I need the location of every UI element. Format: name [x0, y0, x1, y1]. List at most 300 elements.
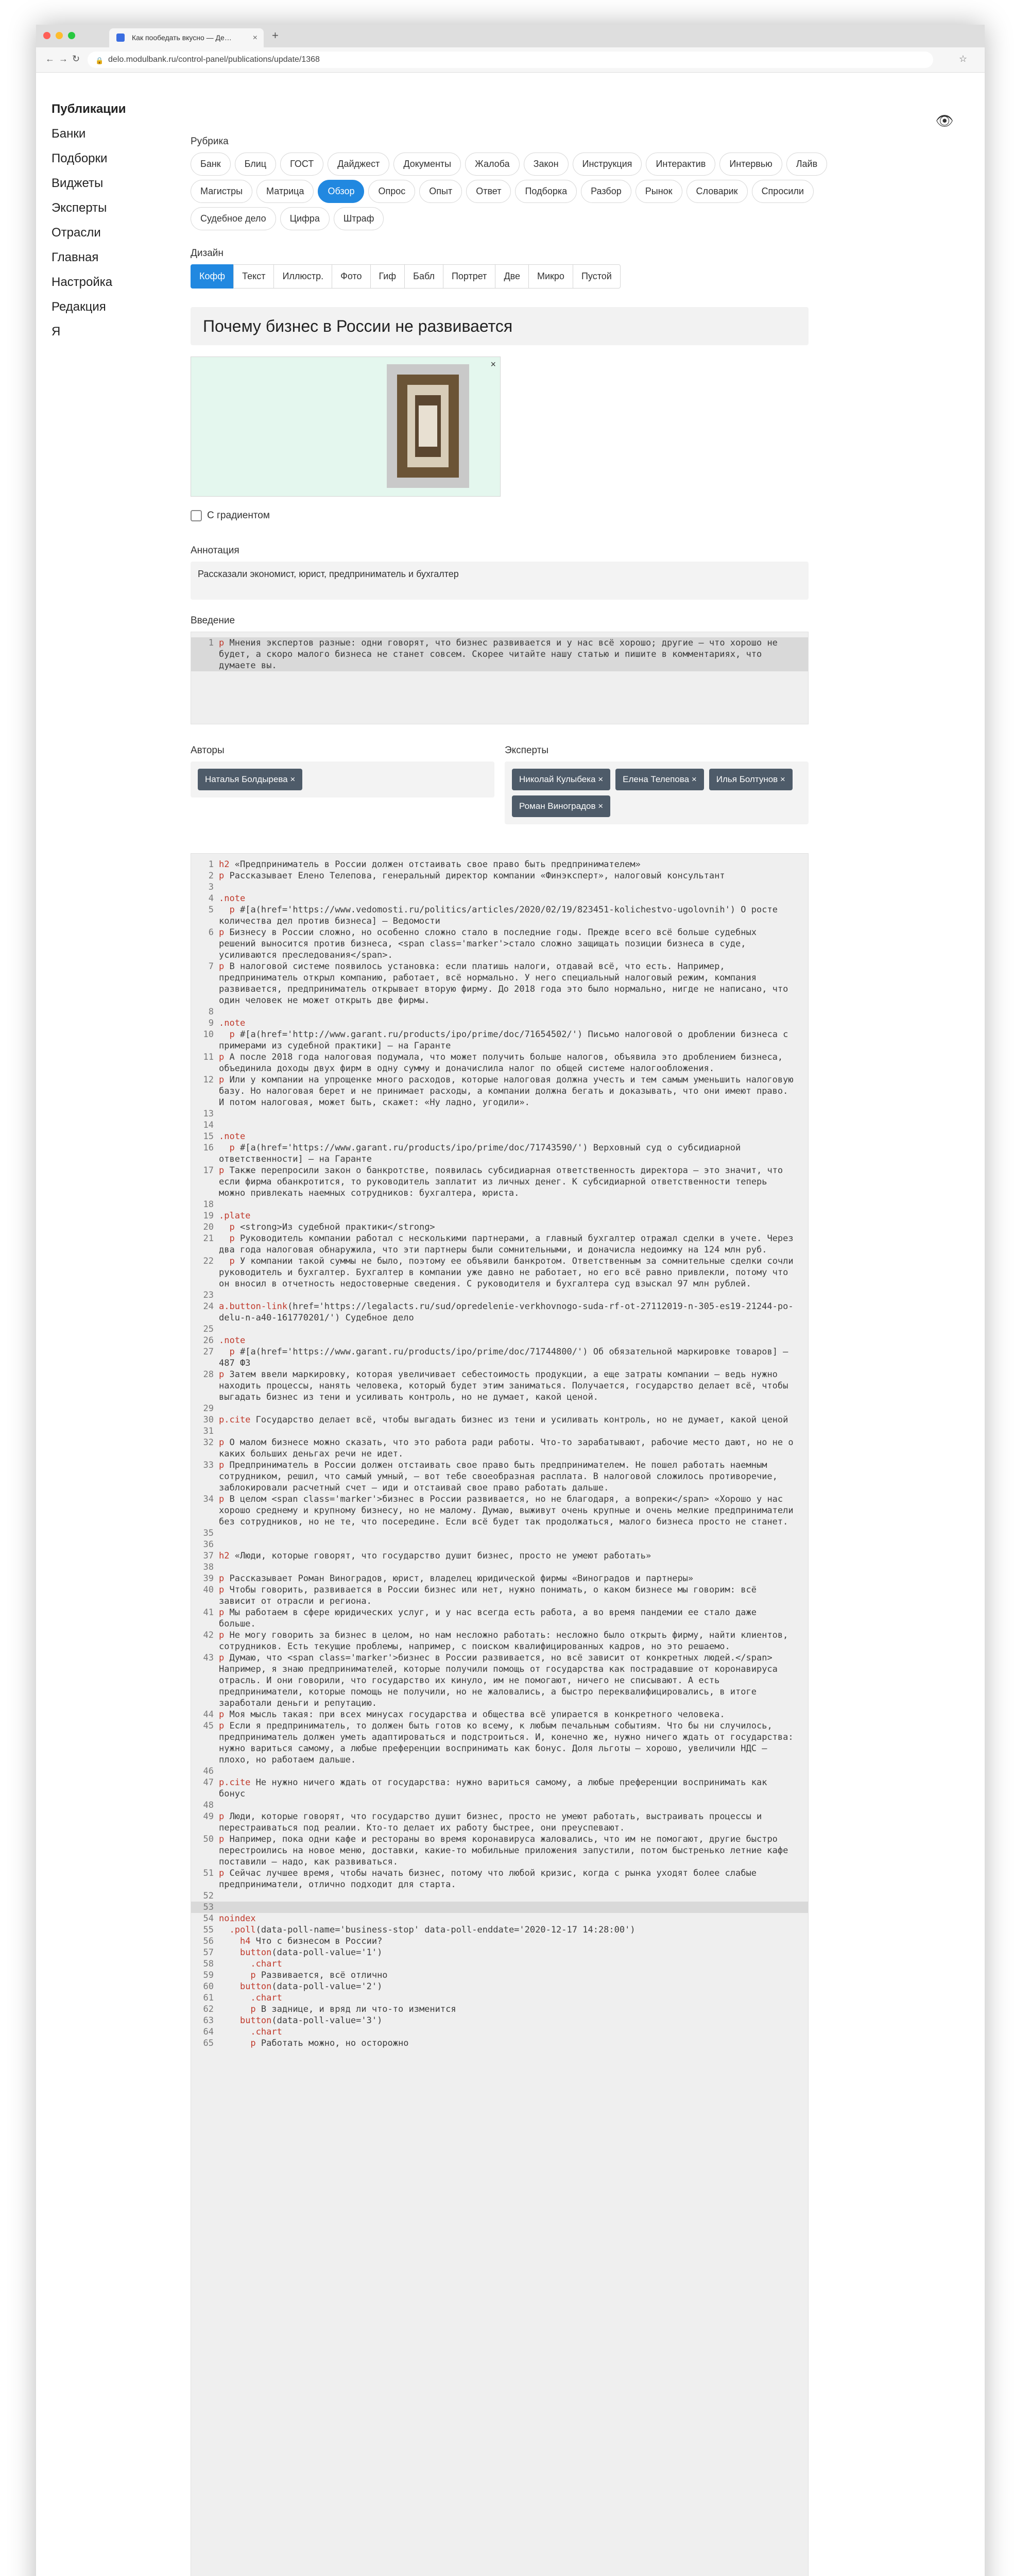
- code-text: p А после 2018 года налоговая подумала, что может получить больше налогов, объявила это дроблением бизнеса, объединила доходы двух фирм в одну сумму и доначислила налог по общей системе налогообложения.: [219, 1052, 788, 1074]
- intro-editor[interactable]: [191, 632, 809, 724]
- design-label: Дизайн: [191, 248, 224, 259]
- code-text: p Не могу говорить за бизнес в целом, но нам несложно работать: несложно было открыть фирму, найти клиентов, сотрудников. Есть текущие проблемы, например, с поиском квалифицированных кадров, но это решаемо.: [219, 1630, 794, 1652]
- line-number: 53: [203, 1902, 214, 1912]
- code-text: p #[a(href='https://www.garant.ru/products/ipo/prime/doc/71744800/') Об обязательной маркировке товаров] — 487 ФЗ: [219, 1347, 794, 1368]
- intro-label: Введение: [191, 615, 235, 626]
- code-line: [191, 1006, 808, 1018]
- line-number: 19: [203, 1211, 214, 1221]
- rubric-pill[interactable]: Банк: [191, 152, 231, 176]
- code-line: [191, 893, 808, 904]
- rubric-pill[interactable]: Цифра: [280, 207, 330, 230]
- design-option[interactable]: Две: [495, 264, 529, 289]
- design-option[interactable]: Портрет: [443, 264, 495, 289]
- favicon-icon: [116, 33, 125, 42]
- code-keyword: p: [219, 1709, 225, 1720]
- code-text: [219, 1913, 808, 1924]
- experts-remove-icon[interactable]: ×: [778, 774, 785, 784]
- code-keyword: h2: [219, 859, 230, 870]
- line-number: 64: [203, 2027, 214, 2037]
- line-number: 33: [203, 1460, 214, 1470]
- url-input[interactable]: [88, 52, 933, 68]
- sidebar-item[interactable]: Редакция: [52, 300, 106, 314]
- code-line: [191, 927, 808, 961]
- design-option[interactable]: Фото: [332, 264, 370, 289]
- code-text: p Затем ввели маркировку, которая увеличивает себестоимость продукции, а еще затраты компании — ведь нужно находить процессы, нанять человека, который будет этим заниматься. Получается, государство делает всё, чтобы выгадать бизнес из тени и усиливать контроль, но не думает, какой ценой.: [219, 1369, 794, 1402]
- code-line: [191, 882, 808, 893]
- line-number: 27: [203, 1347, 214, 1357]
- line-number: 57: [203, 1947, 214, 1958]
- annotation-textarea[interactable]: Рассказали экономист, юрист, предприниматель и бухгалтер: [191, 562, 809, 600]
- code-line: [191, 1256, 808, 1290]
- code-keyword: p: [219, 1437, 225, 1448]
- code-keyword: p: [219, 1494, 225, 1504]
- code-line: [191, 1924, 808, 1936]
- design-option[interactable]: Кофф: [191, 264, 234, 289]
- code-keyword: p: [219, 1052, 225, 1062]
- line-number: 39: [203, 1573, 214, 1584]
- code-keyword: p: [219, 1630, 225, 1640]
- code-keyword: p: [229, 1347, 235, 1357]
- line-number: 62: [203, 2004, 214, 2014]
- reload-icon[interactable]: ↻: [72, 54, 80, 64]
- code-text: p #[a(href='https://www.vedomosti.ru/politics/articles/2020/02/19/823451-kolichestvo-ugolovnih') О росте количества дел против бизнеса] — Ведомости: [219, 905, 783, 926]
- authors-select[interactable]: [191, 761, 494, 798]
- code-keyword: p: [219, 927, 225, 938]
- rubric-pill[interactable]: Судебное дело: [191, 207, 276, 230]
- code-line: [191, 1222, 808, 1233]
- code-keyword: a.button-link: [219, 1301, 288, 1312]
- sidebar-item[interactable]: Подборки: [52, 151, 108, 165]
- code-text: p В заднице, и вряд ли что-то изменится: [250, 2004, 456, 2014]
- experts-tag[interactable]: [615, 769, 704, 790]
- sidebar-item[interactable]: Я: [52, 325, 61, 338]
- line-number: 17: [203, 1165, 214, 1176]
- rubric-pill[interactable]: Спросили: [752, 180, 814, 203]
- code-text: [219, 1562, 808, 1573]
- code-text: p В целом <span class='marker'>бизнес в России развивается, но не благодаря, а вопреки</span> «Хорошо у нас хорошо среднему и крупному бизнесу, но не малому. Думаю, выживут очень крупные и очень мелкие предприниматели без сотрудников, но не те, что посередине. Если всё будет так продолжаться, малого бизнеса просто не станет.: [219, 1494, 799, 1527]
- rubric-pill[interactable]: Магистры: [191, 180, 252, 203]
- experts-tag[interactable]: [512, 769, 610, 790]
- sidebar-item[interactable]: Виджеты: [52, 176, 104, 190]
- sidebar-item[interactable]: Банки: [52, 127, 86, 141]
- line-number: 11: [203, 1052, 214, 1062]
- line-number: 6: [208, 927, 214, 938]
- code-text: p.cite Государство делает всё, чтобы выгадать бизнес из тени и усиливать контроль, но не думает, какой ценой: [219, 1415, 788, 1425]
- code-text: p Работать можно, но осторожно: [250, 2038, 409, 2048]
- code-keyword: h4: [239, 1936, 251, 1946]
- code-keyword: p: [229, 1143, 235, 1153]
- line-number: 54: [203, 1913, 214, 1924]
- code-text: [219, 2026, 808, 2038]
- line-number: 52: [203, 1891, 214, 1901]
- code-keyword: p: [229, 1256, 235, 1266]
- code-line: [191, 1913, 808, 1924]
- code-keyword: p: [219, 1834, 225, 1844]
- rubric-pill[interactable]: Дайджест: [328, 152, 389, 176]
- authors-tag-label: Наталья Болдырева: [205, 774, 288, 784]
- line-number: 12: [203, 1075, 214, 1085]
- line-number: 9: [208, 1018, 214, 1028]
- gradient-label: С градиентом: [207, 510, 270, 521]
- code-line: [191, 1981, 808, 1992]
- code-line: [191, 2015, 808, 2026]
- rubric-pill[interactable]: Штраф: [334, 207, 384, 230]
- sidebar-item[interactable]: Настройка: [52, 275, 113, 289]
- star-icon[interactable]: ☆: [958, 54, 974, 64]
- code-text: p Мы работаем в сфере юридических услуг, и у нас всегда есть работа, а во время пандемии ее стало даже больше.: [219, 1607, 762, 1629]
- code-line: [191, 1607, 808, 1630]
- rubric-pill[interactable]: Интервью: [719, 152, 782, 176]
- new-tab-icon[interactable]: +: [272, 29, 279, 42]
- design-option[interactable]: Бабл: [404, 264, 443, 289]
- code-text: .poll(data-poll-name='business-stop' data-poll-enddate='2020-12-17 14:28:00'): [229, 1925, 636, 1935]
- code-keyword: p: [219, 1811, 225, 1822]
- rubric-pill[interactable]: Лайв: [786, 152, 827, 176]
- sidebar-item[interactable]: Главная: [52, 250, 99, 264]
- code-line: [191, 1108, 808, 1120]
- rubric-pill[interactable]: Интерактив: [646, 152, 715, 176]
- code-text: p Сейчас лучшее время, чтобы начать бизнес, потому что любой кризис, когда с рынка уходят более слабые предприниматели, отлично подходит для старта.: [219, 1868, 762, 1890]
- code-keyword: .chart: [250, 1959, 282, 1969]
- line-number: 26: [203, 1335, 214, 1346]
- line-number: 58: [203, 1959, 214, 1969]
- code-line: [191, 1811, 808, 1834]
- code-text: h2 «Люди, которые говорят, что государство душит бизнес, просто не умеют работать»: [219, 1551, 651, 1561]
- code-keyword: p.cite: [219, 1777, 251, 1788]
- line-number: 51: [203, 1868, 214, 1878]
- code-line: [191, 1301, 808, 1324]
- line-number: 55: [203, 1925, 214, 1935]
- code-text: p Бизнесу в России сложно, но особенно сложно стало в последние годы. Прежде всего всё больше судебных решений выносится против бизнеса, <span class='marker'>стало сложно защищать позиции бизнеса в суде, усиливаются преследования</span>.: [219, 927, 762, 960]
- code-text: [219, 1006, 808, 1018]
- line-number: 14: [203, 1120, 214, 1130]
- code-line: [191, 1142, 808, 1165]
- experts-remove-icon[interactable]: ×: [595, 774, 604, 784]
- code-text: [219, 1426, 808, 1437]
- code-text: p Моя мысль такая: при всех минусах государства и общества всё упирается в конкретного человека.: [219, 1709, 725, 1720]
- code-text: p.cite Не нужно ничего ждать от государства: нужно вариться самому, а любые преференции воспринимать как бонус: [219, 1777, 772, 1799]
- code-text: p В налоговой системе появилось установка: если платишь налоги, отдавай всё, что есть. Например, предприниматель открыл компанию, работает, всё нормально. У него специальный налоговый режим, компания развивается, предприниматель открывает вторую фирму. До 2018 года это было нормально, нигде не написано, что один человек не может открыть две фирмы.: [219, 961, 794, 1006]
- rubric-pill[interactable]: ГОСТ: [280, 152, 323, 176]
- line-number: 13: [203, 1109, 214, 1119]
- code-text: p Или у компании на упрощенке много расходов, которые налоговая должна учесть и тем самым уменьшить налоговую базу. Но налоговая берет и не принимает расходы, а компании должна бегать и доказывать, что они имеют право. И потом налоговая, может быть, скажет: «Ну ладно, угодили».: [219, 1075, 799, 1108]
- experts-tag-label: Николай Кулыбека: [519, 774, 596, 784]
- code-text: p Руководитель компании работал с несколькими партнерами, а главный бухгалтер отражал сделки в учете. Через два года налоговая обнаружила, что эти партнеры были сомнительными, и доначисла недоимку на 124 млн руб.: [219, 1233, 799, 1255]
- line-number: 35: [203, 1528, 214, 1538]
- code-text: [219, 1324, 808, 1335]
- authors-remove-icon[interactable]: ×: [287, 774, 296, 784]
- code-line: [191, 1018, 808, 1029]
- gradient-checkbox[interactable]: [191, 510, 202, 521]
- code-line: [191, 1573, 808, 1584]
- code-line: [191, 1970, 808, 1981]
- rubric-pill[interactable]: Обзор: [318, 180, 364, 203]
- rubric-pill[interactable]: Блиц: [235, 152, 276, 176]
- design-option[interactable]: Микро: [528, 264, 573, 289]
- line-number: 30: [203, 1415, 214, 1425]
- line-number: 48: [203, 1800, 214, 1810]
- code-keyword: button: [239, 1947, 272, 1958]
- code-line: [191, 2026, 808, 2038]
- code-line: [191, 1868, 808, 1890]
- line-number: 20: [203, 1222, 214, 1232]
- rubric-pill[interactable]: Документы: [393, 152, 461, 176]
- rubric-pill[interactable]: Опрос: [368, 180, 415, 203]
- line-number: 50: [203, 1834, 214, 1844]
- forward-icon[interactable]: →: [59, 54, 68, 64]
- url-text: delo.modulbank.ru/control-panel/publications/update/1368: [108, 55, 320, 64]
- experts-select[interactable]: [505, 761, 809, 824]
- rubric-pill[interactable]: Рынок: [636, 180, 682, 203]
- rubric-pill[interactable]: Инструкция: [573, 152, 642, 176]
- code-line: [191, 1426, 808, 1437]
- code-keyword: p: [219, 1868, 225, 1878]
- line-number: 1: [208, 859, 214, 870]
- rubric-pill[interactable]: Ответ: [466, 180, 511, 203]
- code-keyword: p: [229, 1029, 235, 1040]
- line-number: 21: [203, 1233, 214, 1244]
- line-number: 65: [203, 2038, 214, 2048]
- rubric-pill[interactable]: Словарик: [686, 180, 748, 203]
- code-line: [191, 1777, 808, 1800]
- maximize-window-icon[interactable]: [68, 32, 75, 39]
- code-text: h2 «Предприниматель в России должен отстаивать свое право быть предпринимателем»: [219, 859, 641, 870]
- rubric-pill[interactable]: Закон: [524, 152, 569, 176]
- line-number: 2: [208, 871, 214, 881]
- line-number: 4: [208, 893, 214, 904]
- rubric-pill[interactable]: Жалоба: [465, 152, 519, 176]
- line-number: 36: [203, 1539, 214, 1550]
- code-text: a.button-link(href='https://legalacts.ru/sud/opredelenie-verkhovnogo-suda-rf-ot-27112019-n-305-es19-21244-po-delu-n-a40-161770201/') Судебное дело: [219, 1301, 794, 1323]
- line-number: 24: [203, 1301, 214, 1312]
- code-keyword: p: [219, 1075, 225, 1085]
- line-number: 59: [203, 1970, 214, 1980]
- line-number: 45: [203, 1721, 214, 1731]
- sidebar-item[interactable]: Отрасли: [52, 226, 101, 240]
- line-number: 28: [203, 1369, 214, 1380]
- preview-eye-icon[interactable]: 👁: [935, 113, 954, 129]
- code-text: [219, 1403, 808, 1414]
- code-keyword: p: [229, 905, 235, 915]
- code-keyword: p.cite: [219, 1415, 251, 1425]
- back-icon[interactable]: ←: [45, 54, 55, 64]
- design-option[interactable]: Текст: [233, 264, 274, 289]
- sidebar: [52, 97, 180, 338]
- code-text: p #[a(href='http://www.garant.ru/products/ipo/prime/doc/71654502/') Письмо налоговой о дроблении бизнеса с примерами из судебной практики] — на Гаранте: [219, 1029, 794, 1051]
- line-number: 10: [203, 1029, 214, 1040]
- code-text: [219, 1528, 808, 1539]
- experts-tag[interactable]: [512, 795, 610, 817]
- close-window-icon[interactable]: [43, 32, 50, 39]
- code-keyword: .plate: [219, 1211, 251, 1221]
- code-keyword: p: [219, 961, 225, 972]
- code-text: p Люди, которые говорят, что государство душит бизнес, просто не умеют работать, выстраивать процессы и перестраиваться под реалии. Кто-то делает их работу быстрее, они преуспевают.: [219, 1811, 767, 1833]
- rubric-pill[interactable]: Матрица: [256, 180, 314, 203]
- code-line: [191, 1834, 808, 1868]
- code-line: [191, 1562, 808, 1573]
- line-number: 7: [208, 961, 214, 972]
- rubric-pill[interactable]: Опыт: [419, 180, 462, 203]
- rubric-pill[interactable]: Разбор: [581, 180, 631, 203]
- experts-remove-icon[interactable]: ×: [689, 774, 697, 784]
- line-number: 61: [203, 1993, 214, 2003]
- code-keyword: p: [250, 1970, 256, 1980]
- code-line: [191, 1958, 808, 1970]
- experts-remove-icon[interactable]: ×: [595, 801, 604, 811]
- code-keyword: h2: [219, 1551, 230, 1561]
- address-bar-row: [36, 47, 985, 73]
- design-option[interactable]: Гиф: [370, 264, 405, 289]
- cover-image[interactable]: [191, 357, 501, 497]
- line-number: 16: [203, 1143, 214, 1153]
- code-text: p Думаю, что <span class='marker'>бизнес в России развивается, но всё зависит от конкретных людей.</span> Например, я знаю предпринимателей, которые получили помощь от государства как пострадавшие от коронавируса отрасль. И они говорили, что государство их кинуло, им не помогают, ничего не списывают. А есть предприниматели, которые помощь не получили, но не жаловались, а быстро переквалифицировались, в итоге заработали деньги и репутацию.: [219, 1653, 783, 1708]
- line-number: 18: [203, 1199, 214, 1210]
- experts-label: Эксперты: [505, 745, 549, 756]
- line-number: 32: [203, 1437, 214, 1448]
- code-text: p Если я предприниматель, то должен быть готов ко всему, к любым печальным событиям. Что бы ни случилось, предприниматель должен уметь адаптироваться и подстроиться. И, конечно же, нужно ничего ждать от государства: нужно вариться самому, а любые преференции воспринимать как бонус. Доля льготы — хорошо, увеличили НДС — плохо, но работаем дальше.: [219, 1721, 799, 1765]
- code-keyword: p: [219, 1573, 225, 1584]
- minimize-window-icon[interactable]: [56, 32, 63, 39]
- line-number: 8: [208, 1007, 214, 1017]
- close-tab-icon[interactable]: ×: [252, 33, 258, 42]
- code-text: [219, 1131, 808, 1142]
- code-line: [191, 1120, 808, 1131]
- code-text: [219, 1890, 808, 1902]
- code-text: [219, 882, 808, 893]
- line-number: 3: [208, 882, 214, 892]
- code-keyword: p: [219, 1460, 225, 1470]
- code-text: [219, 1120, 808, 1131]
- code-text: [219, 1902, 808, 1913]
- line-number: 42: [203, 1630, 214, 1640]
- remove-cover-icon[interactable]: ×: [490, 359, 496, 369]
- code-keyword: p: [219, 638, 225, 648]
- code-text: [219, 1210, 808, 1222]
- browser-window: [36, 25, 985, 2576]
- code-text: [219, 1958, 808, 1970]
- code-keyword: .note: [219, 893, 246, 904]
- code-line: [191, 1630, 808, 1652]
- code-line: [191, 1890, 808, 1902]
- design-option[interactable]: Иллюстр.: [273, 264, 332, 289]
- code-line: [191, 1460, 808, 1494]
- line-number: 22: [203, 1256, 214, 1266]
- line-number: 40: [203, 1585, 214, 1595]
- experts-tag-label: Роман Виноградов: [519, 801, 596, 811]
- line-number: 43: [203, 1653, 214, 1663]
- line-number: 34: [203, 1494, 214, 1504]
- code-keyword: p: [219, 1585, 225, 1595]
- code-line: [191, 1528, 808, 1539]
- tab-title: Как пообедать вкусно — Де…: [132, 33, 232, 42]
- code-keyword: p: [229, 1222, 235, 1232]
- code-keyword: p: [219, 1653, 225, 1663]
- line-number: 56: [203, 1936, 214, 1946]
- code-line: [191, 1029, 808, 1052]
- code-text: [219, 1018, 808, 1029]
- code-keyword: button: [239, 1981, 272, 1992]
- code-keyword: .chart: [250, 1993, 282, 2003]
- code-line: [191, 1494, 808, 1528]
- code-line: [191, 1437, 808, 1460]
- code-line: [191, 1709, 808, 1720]
- line-number: 46: [203, 1766, 214, 1776]
- code-keyword: p: [219, 871, 225, 881]
- experts-tag-label: Елена Телепова: [623, 774, 690, 784]
- code-line: [191, 1414, 808, 1426]
- design-option[interactable]: Пустой: [573, 264, 621, 289]
- code-line: [191, 1947, 808, 1958]
- code-text: p Рассказывает Елено Телепова, генеральный директор компании «Финэксперт», налоговый консультант: [219, 871, 725, 881]
- code-line: [191, 1584, 808, 1607]
- code-line: [191, 2004, 808, 2015]
- line-number: 41: [203, 1607, 214, 1618]
- code-text: button(data-poll-value='2'): [239, 1981, 383, 1992]
- code-text: p О малом бизнесе можно сказать, что это работа ради работы. Что-то зарабатывают, рабочие место дают, но не о каких больших деньгах речи не идет.: [219, 1437, 799, 1459]
- body-editor[interactable]: [191, 853, 809, 2576]
- code-text: p Чтобы говорить, развивается в России бизнес или нет, нужно понимать, о каком бизнесе мы говорим: всё зависит от отрасли и региона.: [219, 1585, 762, 1606]
- rubric-selector: [191, 152, 834, 230]
- lock-icon: 🔒: [95, 57, 104, 64]
- line-number: 31: [203, 1426, 214, 1436]
- title-input[interactable]: Почему бизнес в России не развивается: [191, 307, 809, 345]
- intro-text: p Мнения экспертов разные: одни говорят, что бизнес развивается и у нас всё хорошо; другие — что хорошо не будет, а скоро малого бизнеса не станет совсем. Скорее читайте нашу статью и пишите в комментариях, что думаете вы.: [219, 638, 783, 671]
- line-number: 44: [203, 1709, 214, 1720]
- code-line: [191, 1652, 808, 1709]
- code-keyword: p: [219, 1165, 225, 1176]
- code-text: p #[a(href='https://www.garant.ru/products/ipo/prime/doc/71743590/') Верховный суд о субсидиарной ответственности] — на Гаранте: [219, 1143, 746, 1164]
- sidebar-title[interactable]: Публикации: [52, 102, 126, 116]
- code-line: [191, 1720, 808, 1766]
- code-line: [191, 1233, 808, 1256]
- line-number: 38: [203, 1562, 214, 1572]
- code-line: [191, 1074, 808, 1108]
- code-keyword: noindex: [219, 1913, 256, 1924]
- experts-tag[interactable]: [709, 769, 793, 790]
- code-text: [219, 1766, 808, 1777]
- code-line: [191, 1052, 808, 1074]
- code-text: p <strong>Из судебной практики</strong>: [229, 1222, 435, 1232]
- code-line: [191, 870, 808, 882]
- code-keyword: p: [219, 1369, 225, 1380]
- code-text: [219, 1335, 808, 1346]
- rubric-pill[interactable]: Подборка: [515, 180, 577, 203]
- code-keyword: .poll: [229, 1925, 256, 1935]
- code-line: [191, 1800, 808, 1811]
- cover-illustration: [387, 364, 469, 488]
- code-line: [191, 1902, 808, 1913]
- annotation-label: Аннотация: [191, 545, 239, 556]
- code-line: [191, 1992, 808, 2004]
- authors-tag[interactable]: [198, 769, 302, 790]
- browser-tab[interactable]: [109, 28, 264, 47]
- code-line: [191, 961, 808, 1006]
- sidebar-item[interactable]: Эксперты: [52, 201, 107, 215]
- code-line: [191, 1936, 808, 1947]
- code-text: p Например, пока одни кафе и рестораны во время коронавируса жаловались, что им не помогают, другие быстро перестроились на новое меню, доставки, какие-то мобильные приложения запустили, потом быстренько летние кафе поставили — надо, как развиваться.: [219, 1834, 794, 1867]
- line-number: 5: [208, 905, 214, 915]
- experts-tag-label: Илья Болтунов: [716, 774, 778, 784]
- code-line: [191, 2038, 808, 2049]
- code-text: button(data-poll-value='1'): [239, 1947, 383, 1958]
- code-line: [191, 1165, 808, 1199]
- code-keyword: button: [239, 2015, 272, 2026]
- code-text: p У компании такой суммы не было, поэтому ее объявили банкротом. Ответственным за сомнительные сделки сочли руководитель и бухгалтер. Бухгалтер в компании уже давно не работает, но его всё равно привлекли, потому что он вносил в отчетность недостоверные сведения. С руководителя и бухгалтера суд взыскал 97 млн рублей.: [219, 1256, 799, 1289]
- code-line: [191, 1335, 808, 1346]
- code-keyword: p: [229, 1233, 235, 1244]
- design-selector: [191, 264, 860, 289]
- code-text: [219, 1199, 808, 1210]
